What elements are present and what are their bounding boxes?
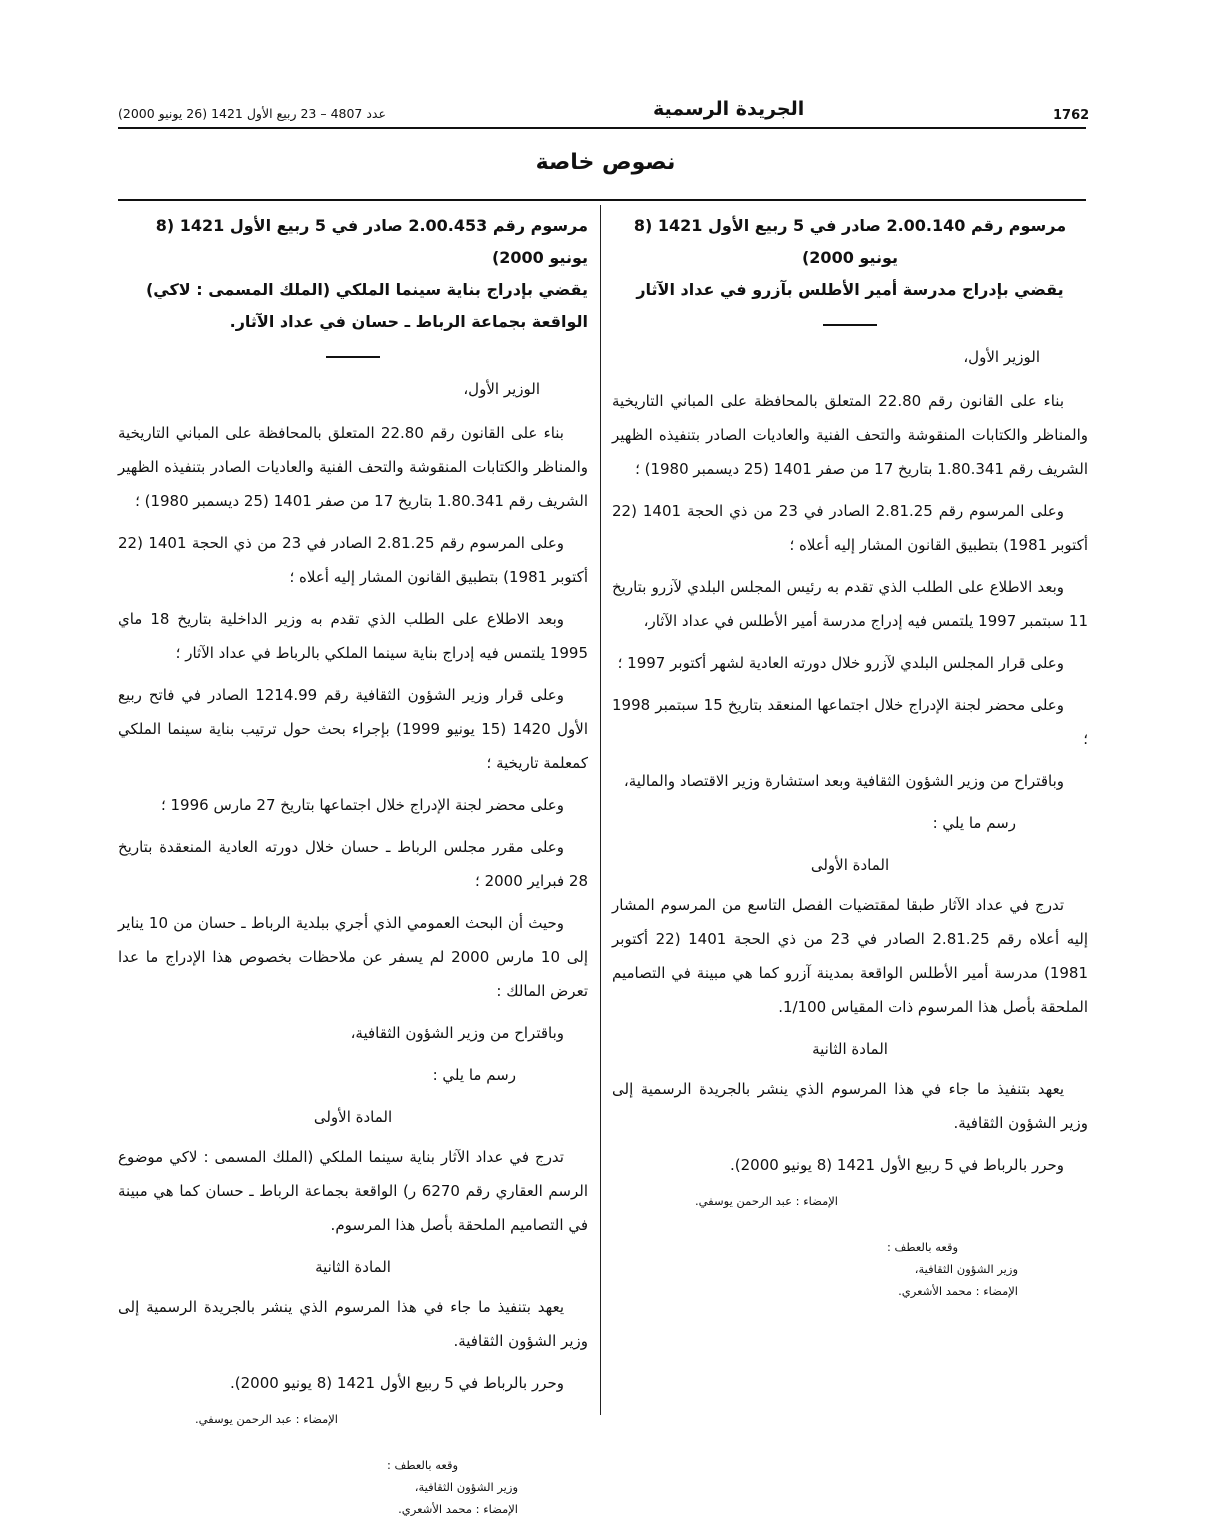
decree-statement: رسم ما يلي : xyxy=(432,1066,516,1084)
minister-heading: الوزير الأول، xyxy=(463,380,540,398)
article-1-title: المادة الأولى xyxy=(810,856,890,874)
journal-title: الجريدة الرسمية xyxy=(653,98,805,120)
paragraph: بناء على القانون رقم 22.80 المتعلق بالمحافظة على المباني التاريخية والمناظر والكتابات المنقوشة والتحف الفنية والعاديات الصادر بتنفيذه الظهير الشريف رقم 1.80.341 بتاريخ 17 من صفر 1401 (25 ديسمبر 1980) ؛ xyxy=(612,392,1088,478)
decree-title-line-1: مرسوم رقم 2.00.453 صادر في 5 ربيع الأول 1421 (8 يونيو 2000) xyxy=(155,216,588,267)
prime-minister-signature: الإمضاء : عبد الرحمن يوسفي. xyxy=(194,1412,338,1426)
paragraph: وعلى محضر لجنة الإدراج خلال اجتماعها بتاريخ 27 مارس 1996 ؛ xyxy=(160,796,564,814)
minister-culture-signature: الإمضاء : محمد الأشعري. xyxy=(898,1284,1018,1298)
title-separator xyxy=(326,356,380,358)
issue-info: عدد 4807 – 23 ربيع الأول 1421 (26 يونيو 2000) xyxy=(118,106,386,121)
decree-title-line-2: يقضي بإدراج بناية سينما الملكي (الملك المسمى : لاكي) xyxy=(145,280,588,299)
section-rule xyxy=(118,199,1086,201)
minister-culture-label: وزير الشؤون الثقافية، xyxy=(914,1262,1018,1276)
paragraph: وبعد الاطلاع على الطلب الذي تقدم به وزير الداخلية بتاريخ 18 ماي 1995 يلتمس فيه إدراج بناية سينما الملكي بالرباط في عداد الآثار ؛ xyxy=(118,610,588,662)
paragraph: وحيث أن البحث العمومي الذي أجري ببلدية الرباط ـ حسان من 10 يناير إلى 10 مارس 2000 لم يسفر عن ملاحظات بخصوص هذا الإدراج ما عدا تعرض المالك : xyxy=(118,914,588,1000)
done-at: وحرر بالرباط في 5 ربيع الأول 1421 (8 يونيو 2000). xyxy=(230,1374,564,1392)
article-2-title: المادة الثانية xyxy=(812,1040,888,1058)
section-title: نصوص خاصة xyxy=(535,150,676,175)
decree-statement: رسم ما يلي : xyxy=(932,814,1016,832)
paragraph: وبعد الاطلاع على الطلب الذي تقدم به رئيس المجلس البلدي لآزرو بتاريخ 11 سبتمبر 1997 يلتمس فيه إدراج مدرسة أمير الأطلس في عداد الآثار، xyxy=(612,578,1088,630)
article-1-title: المادة الأولى xyxy=(313,1108,393,1126)
countersigned-label: وقعه بالعطف : xyxy=(886,1240,958,1254)
decree-title-line-1: مرسوم رقم 2.00.140 صادر في 5 ربيع الأول 1421 (8 يونيو 2000) xyxy=(633,216,1067,267)
header-rule xyxy=(118,127,1086,129)
decree-title-line-2: يقضي بإدراج مدرسة أمير الأطلس بآزرو في عداد الآثار xyxy=(636,280,1064,299)
paragraph: وعلى المرسوم رقم 2.81.25 الصادر في 23 من ذي الحجة 1401 (22 أكتوبر 1981) بتطبيق القانون المشار إليه أعلاه ؛ xyxy=(118,534,588,586)
article-2-text: يعهد بتنفيذ ما جاء في هذا المرسوم الذي ينشر بالجريدة الرسمية إلى وزير الشؤون الثقافية. xyxy=(612,1080,1088,1132)
paragraph: وعلى محضر لجنة الإدراج خلال اجتماعها المنعقد بتاريخ 15 سبتمبر 1998 ؛ xyxy=(612,696,1088,748)
minister-heading: الوزير الأول، xyxy=(963,348,1040,366)
page-number: 1762 xyxy=(1053,108,1090,123)
minister-culture-signature: الإمضاء : محمد الأشعري. xyxy=(398,1502,518,1516)
paragraph: وعلى المرسوم رقم 2.81.25 الصادر في 23 من ذي الحجة 1401 (22 أكتوبر 1981) بتطبيق القانون المشار إليه أعلاه ؛ xyxy=(612,502,1088,554)
column-divider xyxy=(600,205,601,1415)
paragraph: وعلى مقرر مجلس الرباط ـ حسان خلال دورته العادية المنعقدة بتاريخ 28 فبراير 2000 ؛ xyxy=(118,838,588,890)
decree-title-line-3: الواقعة بجماعة الرباط ـ حسان في عداد الآثار. xyxy=(229,312,588,331)
minister-culture-label: وزير الشؤون الثقافية، xyxy=(414,1480,518,1494)
title-separator xyxy=(823,324,877,326)
page-header xyxy=(118,98,1090,128)
paragraph: وباقتراح من وزير الشؤون الثقافية وبعد استشارة وزير الاقتصاد والمالية، xyxy=(623,772,1064,790)
paragraph: بناء على القانون رقم 22.80 المتعلق بالمحافظة على المباني التاريخية والمناظر والكتابات المنقوشة والتحف الفنية والعاديات الصادر بتنفيذه الظهير الشريف رقم 1.80.341 بتاريخ 17 من صفر 1401 (25 ديسمبر 1980) ؛ xyxy=(118,424,588,510)
right-column-decree xyxy=(612,210,1088,1302)
left-column-decree xyxy=(118,210,588,1520)
article-1-text: تدرج في عداد الآثار طبقا لمقتضيات الفصل التاسع من المرسوم المشار إليه أعلاه رقم 2.81.25 الصادر في 23 من ذي الحجة 1401 (22 أكتوبر 1981) مدرسة أمير الأطلس الواقعة بمدينة آزرو كما هي مبينة في التصاميم الملحقة بأصل هذا المرسوم ذات المقياس 1/100. xyxy=(612,896,1089,1016)
article-2-title: المادة الثانية xyxy=(315,1258,391,1276)
paragraph: وعلى قرار وزير الشؤون الثقافية رقم 1214.99 الصادر في فاتح ربيع الأول 1420 (15 يونيو 1999) بإجراء بحث حول ترتيب بناية سينما الملكي كمعلمة تاريخية ؛ xyxy=(118,686,588,772)
prime-minister-signature: الإمضاء : عبد الرحمن يوسفي. xyxy=(694,1194,838,1208)
paragraph: وعلى قرار المجلس البلدي لآزرو خلال دورته العادية لشهر أكتوبر 1997 ؛ xyxy=(617,654,1064,672)
article-1-text: تدرج في عداد الآثار بناية سينما الملكي (الملك المسمى : لاكي موضوع الرسم العقاري رقم 6270 ر) الواقعة بجماعة الرباط ـ حسان كما هي مبينة في التصاميم الملحقة بأصل هذا المرسوم. xyxy=(118,1148,588,1234)
paragraph: وباقتراح من وزير الشؤون الثقافية، xyxy=(350,1024,564,1042)
done-at: وحرر بالرباط في 5 ربيع الأول 1421 (8 يونيو 2000). xyxy=(730,1156,1064,1174)
article-2-text: يعهد بتنفيذ ما جاء في هذا المرسوم الذي ينشر بالجريدة الرسمية إلى وزير الشؤون الثقافية. xyxy=(118,1298,588,1350)
countersigned-label: وقعه بالعطف : xyxy=(386,1458,458,1472)
